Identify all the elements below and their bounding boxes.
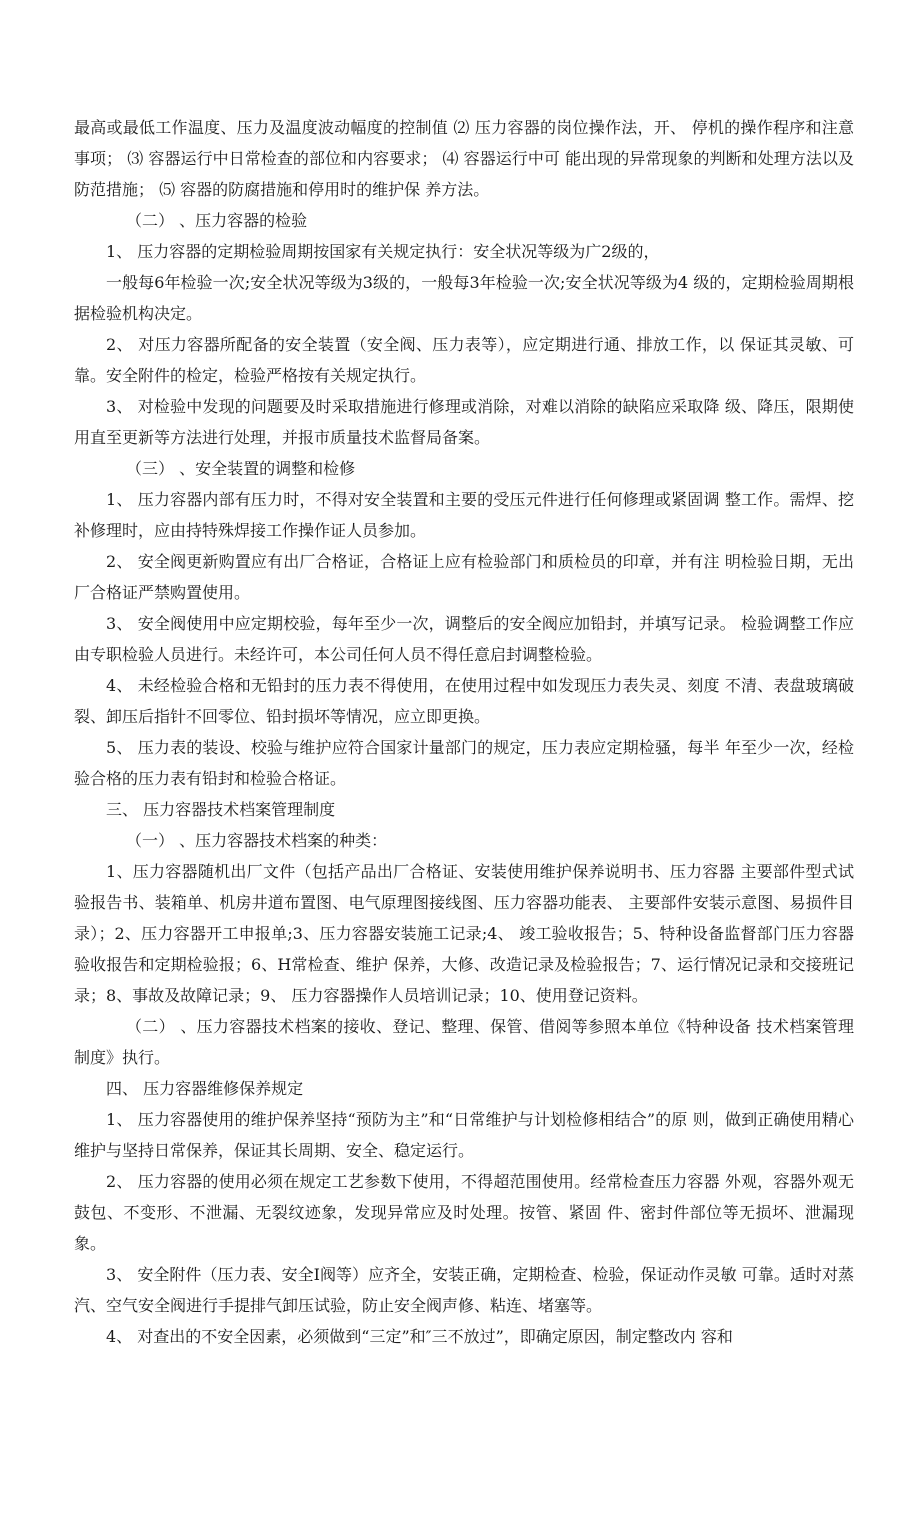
document-body [74, 112, 854, 1352]
chapter-heading-archives: 三、 压力容器技术档案管理制度 [106, 800, 336, 819]
chapter-heading-maintenance: 四、 压力容器维修保养规定 [106, 1079, 304, 1098]
paragraph-inspection-1: 1、 压力容器的定期检验周期按国家有关规定执行：安全状况等级为广2级的， [106, 242, 660, 261]
paragraph-safety-4: 4、 未经检验合格和无铅封的压力表不得使用，在使用过程中如发现压力表失灵、刻度 不清、表盘玻璃破裂、卸压后指针不回零位、铅封损坏等情况，应立即更换。 [74, 676, 854, 726]
paragraph-safety-2: 2、 安全阀更新购置应有出厂合格证，合格证上应有检验部门和质检员的印章，并有注 明检验日期，无出厂合格证严禁购置使用。 [74, 552, 854, 602]
paragraph-operating-procedures: 最高或最低工作温度、压力及温度波动幅度的控制值 ⑵ 压力容器的岗位操作法，开、 停机的操作程序和注意事项； ⑶ 容器运行中日常检查的部位和内容要求； ⑷ 容器运行中可 能出现的异常现象的判断和处理方法以及防范措施； ⑸ 容器的防腐措施和停用时的维护保 养方法。 [74, 118, 854, 199]
paragraph-maintenance-1: 1、 压力容器使用的维护保养坚持“预防为主”和“日常维护与计划检修相结合”的原 则，做到正确使用精心维护与坚持日常保养，保证其长周期、安全、稳定运行。 [74, 1110, 854, 1160]
paragraph-safety-1: 1、 压力容器内部有压力时，不得对安全装置和主要的受压元件进行任何修理或紧固调 整工作。需焊、挖补修理时，应由持特殊焊接工作操作证人员参加。 [74, 490, 854, 540]
paragraph-maintenance-4: 4、 对查出的不安全因素，必须做到“三定”和″三不放过”，即确定原因，制定整改内 容和 [106, 1327, 733, 1346]
section-heading-inspection: （二） 、压力容器的检验 [126, 211, 308, 230]
section-heading-archive-types: （一） 、压力容器技术档案的种类： [126, 831, 388, 850]
paragraph-inspection-1-cont: 一般每6年检验一次;安全状况等级为3级的，一般每3年检验一次;安全状况等级为4 级的，定期检验周期根据检验机构决定。 [74, 273, 854, 323]
paragraph-archive-types: 1、压力容器随机出厂文件（包括产品出厂合格证、安装使用维护保养说明书、压力容器 主要部件型式试验报告书、装箱单、机房井道布置图、电气原理图接线图、压力容器功能表、 主要部件安装示意图、易损件目录）；2、压力容器开工申报单;3、压力容器安装施工记录;4、 竣工验收报告；5、特种设备监督部门压力容器验收报告和定期检验报；6、H常检查、维护 保养，大修、改造记录及检验报告；7、运行情况记录和交接班记录；8、事故及故障记录；9、 压力容器操作人员培训记录；10、使用登记资料。 [74, 862, 854, 1005]
paragraph-archive-management: （二） 、压力容器技术档案的接收、登记、整理、保管、借阅等参照本单位《特种设备 技术档案管理制度》执行。 [74, 1017, 854, 1067]
paragraph-inspection-3: 3、 对检验中发现的问题要及时采取措施进行修理或消除，对难以消除的缺陷应采取降 级、降压，限期使用直至更新等方法进行处理，并报市质量技术监督局备案。 [74, 397, 854, 447]
paragraph-safety-3: 3、 安全阀使用中应定期校验，每年至少一次，调整后的安全阀应加铅封，并填写记录。 检验调整工作应由专职检验人员进行。未经许可，本公司任何人员不得任意启封调整检验。 [74, 614, 854, 664]
paragraph-inspection-2: 2、 对压力容器所配备的安全装置（安全阀、压力表等），应定期进行通、排放工作，以 保证其灵敏、可靠。安全附件的检定，检验严格按有关规定执行。 [74, 335, 854, 385]
section-heading-safety-devices: （三） 、安全装置的调整和检修 [126, 459, 356, 478]
paragraph-safety-5: 5、 压力表的装设、校验与维护应符合国家计量部门的规定，压力表应定期检骚，每半 年至少一次，经检验合格的压力表有铅封和检验合格证。 [74, 738, 854, 788]
paragraph-maintenance-2: 2、 压力容器的使用必须在规定工艺参数下使用，不得超范围使用。经常检查压力容器 外观，容器外观无鼓包、不变形、不泄漏、无裂纹迹象，发现异常应及时处理。按管、紧固 件、密封件部位等无损坏、泄漏现象。 [74, 1172, 854, 1253]
paragraph-maintenance-3: 3、 安全附件（压力表、安全I阀等）应齐全，安装正确，定期检查、检验，保证动作灵敏 可靠。适时对蒸汽、空气安全阀进行手提排气卸压试验，防止安全阀声修、粘连、堵塞等。 [74, 1265, 854, 1315]
